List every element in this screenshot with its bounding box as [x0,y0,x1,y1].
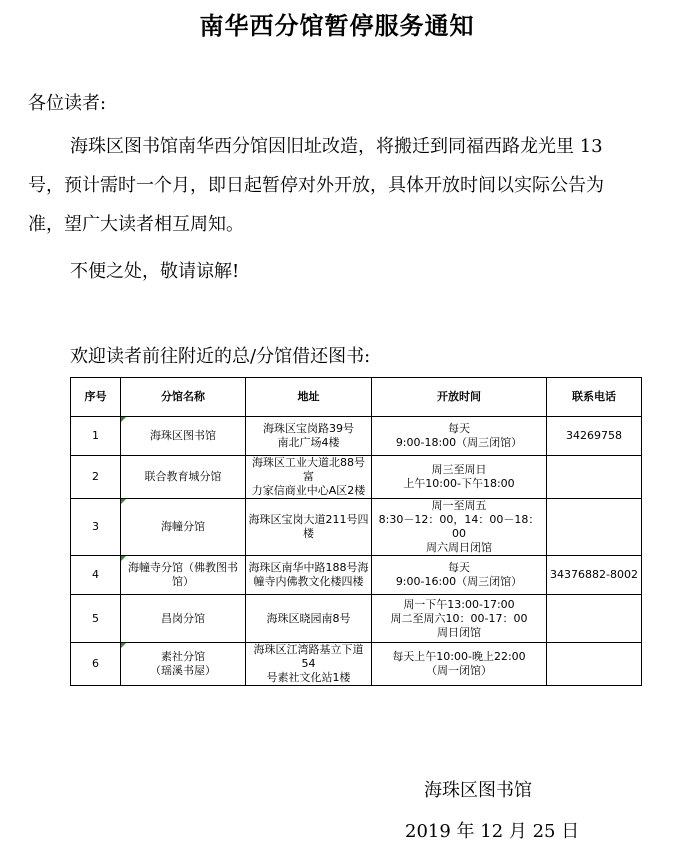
hours-line: 8:30－12：00，14：00－18：00 [378,513,540,540]
signature: 海珠区图书馆 [424,780,532,801]
table-row [71,556,642,595]
branch-address [246,556,372,595]
hours-line: 每天 [448,561,470,574]
opening-hours [372,595,547,643]
closing-line: 不便之处，敬请谅解! [70,261,240,282]
hours-line: 9:00-18:00（周三闭馆） [395,436,523,449]
header-address: 地址 [246,378,372,417]
address-line: 幢寺内佛教文化楼四楼 [253,575,364,588]
hours-line: 周日闭馆 [437,625,481,639]
contact-phone [547,499,642,556]
contact-phone: 34269758 [547,417,642,456]
greeting: 各位读者: [28,93,107,114]
branch-address [246,417,372,456]
branch-name-line: 海幢寺分馆（佛教图书 [128,561,238,574]
branch-address [246,595,372,643]
branch-name-line: 昌岗分馆 [161,611,205,625]
header-hours: 开放时间 [372,378,547,417]
address-line: 海珠区工业大道北88号富 [252,456,365,483]
opening-hours [372,556,547,595]
hours-line: 上午10:00-下午18:00 [403,477,515,490]
contact-phone: 34376882-8002 [547,556,642,595]
header-no: 序号 [71,378,121,417]
branch-name [121,643,246,686]
table-row [71,417,642,456]
row-number: 5 [71,595,121,643]
opening-hours [372,417,547,456]
hours-line: 周三至周日 [431,463,487,476]
notice-date: 2019 年 12 月 25 日 [405,821,580,842]
contact-phone [547,456,642,499]
contact-phone [547,643,642,686]
row-number: 6 [71,643,121,686]
contact-phone [547,595,642,643]
branch-address [246,499,372,556]
header-phone: 联系电话 [547,378,642,417]
opening-hours [372,499,547,556]
hours-line: 每天上午10:00-晚上22:00 [392,650,526,663]
branch-name [121,417,246,456]
table-row [71,595,642,643]
address-line: 海珠区宝岗路39号 [263,422,354,435]
row-number: 4 [71,556,121,595]
address-line: 力家信商业中心A区2楼 [251,484,366,497]
header-branch-name: 分馆名称 [121,378,246,417]
hours-line: 每天 [448,422,470,435]
opening-hours [372,643,547,686]
branch-address [246,643,372,686]
branch-name-line: 素社分馆 [161,650,205,663]
notice-paragraph: 海珠区图书馆南华西分馆因旧址改造，将搬迁到同福西路龙光里 13 号，预计需时一个月，即日起暂停对外开放，具体开放时间以实际公告为准，望广大读者相互周知。 [28,136,604,235]
branch-name-line: 海幢分馆 [161,520,205,533]
table-row [71,499,642,556]
branch-name [121,556,246,595]
branch-table-body [71,417,642,686]
branch-name [121,499,246,556]
table-header-row [71,378,642,417]
address-line: 海珠区宝岗大道211号四 [248,513,369,526]
table-intro: 欢迎读者前往附近的总/分馆借还图书: [70,346,371,367]
row-number: 2 [71,456,121,499]
opening-hours [372,456,547,499]
address-line: 南北广场4楼 [277,436,340,449]
branch-name-line: 馆） [172,575,194,588]
address-line: 海珠区晓园南8号 [266,611,351,625]
branch-name-line: 海珠区图书馆 [150,429,216,442]
address-line: 海珠区江湾路基立下道54 [253,643,364,670]
branch-name [121,595,246,643]
hours-line: （周一闭馆） [426,664,492,677]
table-row [71,456,642,499]
branch-name-line: 联合教育城分馆 [144,470,222,483]
branch-name-line: （瑶溪书屋） [150,664,216,677]
address-line: 号素社文化站1楼 [266,671,351,684]
address-line: 海珠区南华中路188号海 [248,561,369,574]
hours-line: 周一下午13:00-17:00 [403,597,515,611]
branch-table [70,377,642,686]
hours-line: 周一至周五 [431,499,487,512]
hours-line: 周六周日闭馆 [426,541,492,554]
row-number: 3 [71,499,121,556]
hours-line: 周二至周六10：00-17：00 [390,611,528,625]
address-line: 楼 [303,527,314,540]
branch-name [121,456,246,499]
row-number: 1 [71,417,121,456]
table-row [71,643,642,686]
hours-line: 9:00-16:00（周三闭馆） [395,575,523,588]
branch-address [246,456,372,499]
notice-title: 南华西分馆暂停服务通知 [199,12,475,40]
